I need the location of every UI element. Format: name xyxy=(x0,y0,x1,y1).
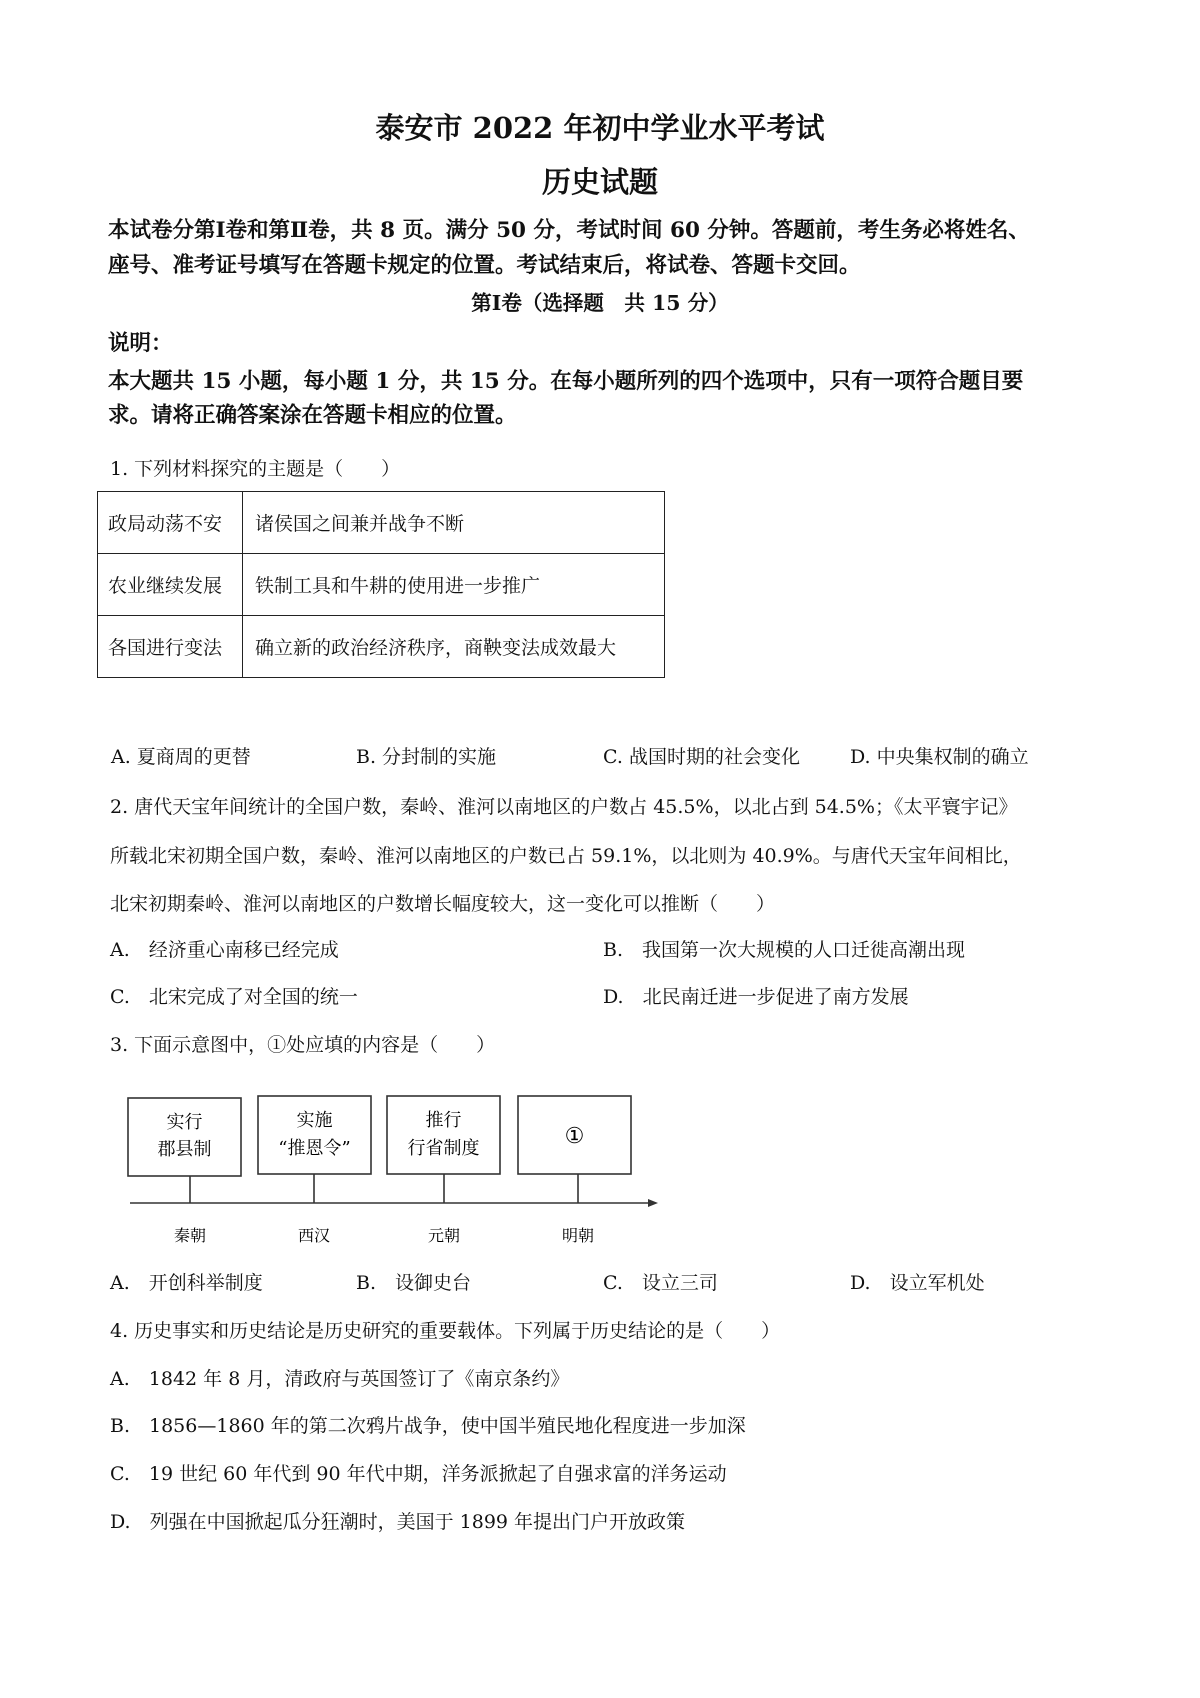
table-cell: 诸侯国之间兼并战争不断 xyxy=(243,492,665,554)
subject-title: 历史试题 xyxy=(541,165,658,199)
note-label: 说明： xyxy=(108,331,173,356)
q2-stem-line-3: 北宋初期秦岭、淮河以南地区的户数增长幅度较大，这一变化可以推断（ ） xyxy=(110,893,776,915)
axis-label-yuan: 元朝 xyxy=(427,1226,461,1245)
table-cell: 政局动荡不安 xyxy=(98,492,243,554)
q3-stem: 3. 下面示意图中，①处应填的内容是（ ） xyxy=(110,1034,496,1056)
q2-option-d[interactable]: D. 北民南迁进一步促进了南方发展 xyxy=(603,986,909,1008)
diagram-box-3-line-2: 行省制度 xyxy=(407,1138,480,1159)
timeline-arrow-icon xyxy=(648,1199,658,1207)
note-line-2: 求。请将正确答案涂在答题卡相应的位置。 xyxy=(108,403,517,428)
axis-label-ming: 明朝 xyxy=(561,1226,595,1245)
q4-option-c[interactable]: C. 19 世纪 60 年代到 90 年代中期，洋务派掀起了自强求富的洋务运动 xyxy=(110,1463,727,1485)
diagram-box-3-line-1: 推行 xyxy=(425,1110,462,1131)
q1-option-d[interactable]: D. 中央集权制的确立 xyxy=(850,746,1029,768)
q4-option-a[interactable]: A. 1842 年 8 月，清政府与英国签订了《南京条约》 xyxy=(110,1368,570,1390)
section-title: 第Ⅰ卷（选择题 共 15 分） xyxy=(471,291,729,315)
axis-label-qin: 秦朝 xyxy=(173,1226,207,1245)
diagram-box-2-line-1: 实施 xyxy=(296,1110,333,1131)
diagram-box-1 xyxy=(128,1098,241,1176)
diagram-box-2 xyxy=(258,1096,371,1174)
q3-option-a[interactable]: A. 开创科举制度 xyxy=(110,1272,263,1294)
axis-label-western-han: 西汉 xyxy=(297,1226,331,1245)
q2-stem-line-1: 2. 唐代天宝年间统计的全国户数，秦岭、淮河以南地区的户数占 45.5%，以北占到 54.5%；《太平寰宇记》 xyxy=(110,796,1018,818)
intro-line-2: 座号、准考证号填写在答题卡规定的位置。考试结束后，将试卷、答题卡交回。 xyxy=(108,253,861,278)
q3-option-d[interactable]: D. 设立军机处 xyxy=(850,1272,985,1294)
diagram-box-1-line-1: 实行 xyxy=(166,1112,203,1133)
q4-option-d[interactable]: D. 列强在中国掀起瓜分狂潮时，美国于 1899 年提出门户开放政策 xyxy=(110,1511,686,1533)
diagram-box-4-blank-marker: ① xyxy=(564,1124,585,1149)
q2-stem-line-2: 所载北宋初期全国户数，秦岭、淮河以南地区的户数已占 59.1%，以北则为 40.9%。与唐代天宝年间相比， xyxy=(110,845,1022,867)
table-cell: 确立新的政治经济秩序，商鞅变法成效最大 xyxy=(243,616,665,678)
diagram-box-2-line-2: “推恩令” xyxy=(278,1138,351,1159)
q1-stem: 1. 下列材料探究的主题是（ ） xyxy=(110,458,401,480)
q1-option-a[interactable]: A. 夏商周的更替 xyxy=(111,746,251,768)
q1-option-c[interactable]: C. 战国时期的社会变化 xyxy=(603,746,800,768)
q1-option-b[interactable]: B. 分封制的实施 xyxy=(356,746,497,768)
q2-option-b[interactable]: B. 我国第一次大规模的人口迁徙高潮出现 xyxy=(603,939,966,961)
intro-line-1: 本试卷分第Ⅰ卷和第Ⅱ卷，共 8 页。满分 50 分，考试时间 60 分钟。答题前，考生务必将姓名、 xyxy=(108,218,1030,243)
diagram-box-3 xyxy=(387,1096,500,1174)
table-cell: 铁制工具和牛耕的使用进一步推广 xyxy=(243,554,665,616)
diagram-box-4 xyxy=(518,1096,631,1174)
table-cell: 各国进行变法 xyxy=(98,616,243,678)
diagram-box-1-line-2: 郡县制 xyxy=(157,1139,212,1160)
q4-stem: 4. 历史事实和历史结论是历史研究的重要载体。下列属于历史结论的是（ ） xyxy=(110,1320,781,1342)
q4-option-b[interactable]: B. 1856—1860 年的第二次鸦片战争，使中国半殖民地化程度进一步加深 xyxy=(110,1415,746,1437)
note-line-1: 本大题共 15 小题，每小题 1 分，共 15 分。在每小题所列的四个选项中，只有一项符合题目要 xyxy=(108,369,1024,394)
q3-option-c[interactable]: C. 设立三司 xyxy=(603,1272,718,1294)
q2-option-c[interactable]: C. 北宋完成了对全国的统一 xyxy=(110,986,358,1008)
exam-title: 泰安市 2022 年初中学业水平考试 xyxy=(375,111,825,145)
q2-option-a[interactable]: A. 经济重心南移已经完成 xyxy=(110,939,339,961)
table-cell: 农业继续发展 xyxy=(98,554,243,616)
q3-option-b[interactable]: B. 设御史台 xyxy=(356,1272,472,1294)
